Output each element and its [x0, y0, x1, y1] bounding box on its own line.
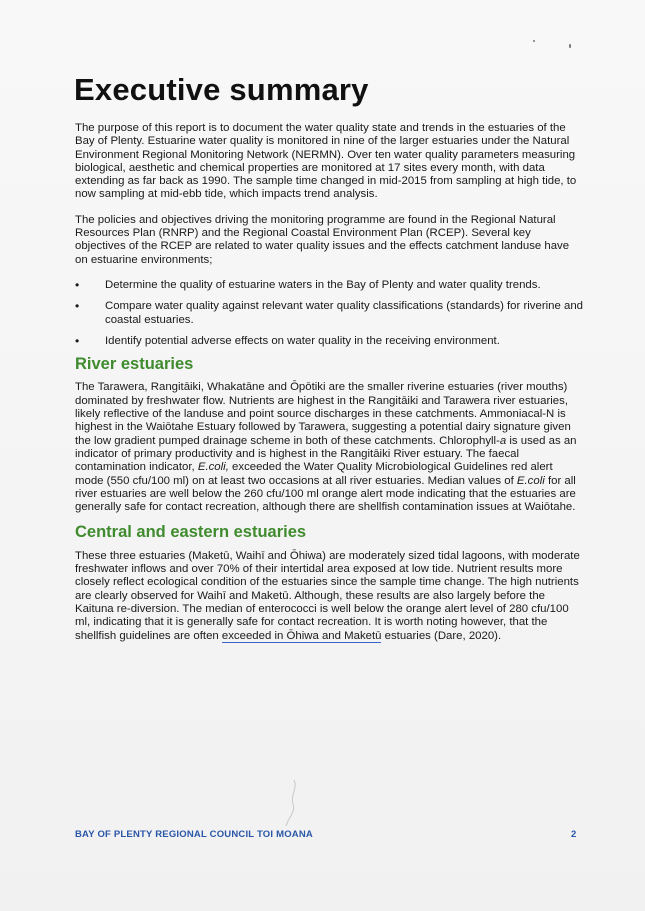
- list-item: • Compare water quality against relevant water quality classifications (standards) for riverine and coastal estuaries.: [75, 300, 583, 327]
- section-heading-river-estuaries: River estuaries: [75, 355, 194, 374]
- central-eastern-paragraph: These three estuaries (Maketū, Waihī and Ōhiwa) are moderately sized tidal lagoons, with moderate freshwater inflows and over 70% of their intertidal area exposed at low tide. Nutrient results more closely reflect ecological condition of the estuaries since the sample time change. The high nutrients are clearly observed for Waihī and Maketū. Although, these results are also largely before the Kaituna re-diversion. The median of enterococci is well below the orange alert level of 280 cfu/100 ml, indicating that it is generally safe for contact recreation. It is worth noting however, that the shellfish guidelines are often exceeded in Ōhiwa and Maketū estuaries (Dare, 2020).: [75, 549, 580, 642]
- page-title: Executive summary: [74, 72, 369, 107]
- pen-mark: [276, 778, 306, 828]
- list-item: • Determine the quality of estuarine waters in the Bay of Plenty and water quality trends.: [75, 279, 583, 292]
- scan-speck: [533, 40, 535, 42]
- page-number: 2: [571, 829, 577, 840]
- intro-paragraph-1: The purpose of this report is to document the water quality state and trends in the estuaries of the Bay of Plenty. Estuarine water quality is monitored in nine of the larger estuaries under the Natural Environment Regional Monitoring Network (NERMN). Over ten water quality parameters measuring biological, aesthetic and chemical properties are monitored at 17 sites every month, with data extending as far back as 1990. The sample time changed in mid-2015 from sampling at high tide, to now sampling at mid-ebb tide, which impacts trend analysis.: [75, 122, 577, 201]
- scan-speck: [569, 44, 571, 48]
- intro-paragraph-2: The policies and objectives driving the monitoring programme are found in the Regional Natural Resources Plan (RNRP) and the Regional Coastal Environment Plan (RCEP). Several key objectives of the RCEP are related to water quality issues and the effects catchment landuse have on estuarine environments;: [75, 213, 570, 266]
- objectives-list: [75, 279, 583, 348]
- section-heading-central-eastern-estuaries: Central and eastern estuaries: [75, 523, 307, 542]
- river-estuaries-paragraph: The Tarawera, Rangitāiki, Whakatāne and Ōpōtiki are the smaller riverine estuaries (river mouths) dominated by freshwater flow. Nutrients are highest in the Rangitāiki and Tarawera river estuaries, likely reflective of the landuse and point source discharges in these catchments. Ammoniacal-N is highest in the Waiōtahe Estuary followed by Tarawera, suggesting a potential dairy signature given the low gradient pumped drainage scheme in both of these catchments. Chlorophyll-a is used as an indicator of primary productivity and is highest in the Rangitāiki River estuary. The faecal contamination indicator, E.coli, exceeded the Water Quality Microbiological Guidelines red alert mode (550 cfu/100 ml) on at least two occasions at all river estuaries. Median values of E.coli for all river estuaries are well below the 260 cfu/100 ml orange alert mode indicating that the estuaries are generally safe for contact recreation, although there are shellfish contamination issues at Waiōtahe.: [75, 381, 577, 514]
- report-body: [75, 122, 583, 655]
- list-item: • Identify potential adverse effects on water quality in the receiving environment.: [75, 335, 583, 348]
- underlined-phrase: exceeded in Ōhiwa and Maketū: [221, 629, 382, 642]
- footer-organization: BAY OF PLENTY REGIONAL COUNCIL TOI MOANA: [75, 829, 313, 840]
